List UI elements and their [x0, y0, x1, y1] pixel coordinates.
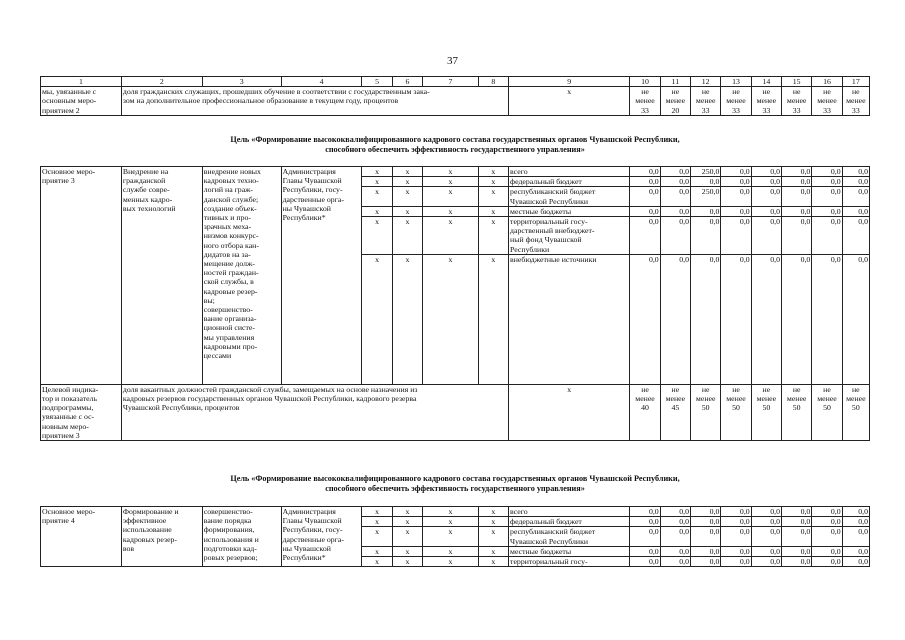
indicator-value: не менее 40	[630, 384, 660, 440]
x-mark: x	[478, 546, 508, 556]
amount: 0,0	[751, 177, 781, 187]
activity-name: Внедрение на гражданской службе совре- менных кадро- вых технологий	[121, 167, 202, 385]
x-mark: x	[478, 517, 508, 527]
amount: 0,0	[660, 557, 690, 567]
responsible-executor: Администрация Главы Чувашской Республики, госу- дарственные орга- ны Чувашской Республики*	[281, 167, 362, 385]
amount: 0,0	[691, 546, 721, 556]
amount: 0,0	[751, 254, 781, 384]
activity-label: Основное меро- приятие 4	[41, 507, 122, 567]
x-mark: x	[423, 206, 479, 216]
goal-line: Цель «Формирование высококвалифицированного кадрового состава государственных органов Чувашской Республики,	[230, 135, 680, 144]
col-number: 5	[362, 77, 392, 87]
col-number: 13	[721, 77, 751, 87]
x-mark: x	[478, 177, 508, 187]
col-number: 11	[660, 77, 690, 87]
amount: 0,0	[721, 507, 751, 517]
amount: 0,0	[721, 254, 751, 384]
indicator-value: не менее 33	[751, 87, 781, 116]
amount: 0,0	[660, 167, 690, 177]
x-mark: x	[392, 507, 422, 517]
funding-source: федеральный бюджет	[509, 177, 630, 187]
indicator-value: не менее 50	[812, 384, 842, 440]
col-number: 3	[202, 77, 281, 87]
funding-source: местные бюджеты	[509, 206, 630, 216]
amount: 0,0	[691, 217, 721, 255]
goal-heading	[40, 135, 870, 155]
funding-source: всего	[509, 167, 630, 177]
amount: 0,0	[842, 546, 869, 556]
x-mark: x	[478, 217, 508, 255]
amount: 0,0	[660, 546, 690, 556]
x-mark: x	[423, 167, 479, 177]
amount: 0,0	[660, 254, 690, 384]
activity-description: внедрение новых кадровых техно- логий на граж- данской службе; создание объек- тивных и про- зрачных меха- низмов конкурс- ного отбора кан- дидатов на за- мещение долж- ностей граждан- ской службы, в кадровые резер- вы; совершенство- вание организа- ционной систе- мы управления кадровыми про- цессами	[202, 167, 281, 385]
amount: 250,0	[691, 187, 721, 206]
x-mark: x	[423, 254, 479, 384]
indicator-value: не менее 33	[691, 87, 721, 116]
x-mark: x	[392, 177, 422, 187]
amount: 0,0	[721, 517, 751, 527]
col-number: 12	[691, 77, 721, 87]
amount: 0,0	[660, 507, 690, 517]
x-mark: x	[423, 517, 479, 527]
amount: 0,0	[812, 527, 842, 546]
funding-source: местные бюджеты	[509, 546, 630, 556]
amount: 0,0	[842, 177, 869, 187]
indicator-x: x	[509, 87, 630, 116]
amount: 250,0	[691, 167, 721, 177]
goal-line: Цель «Формирование высококвалифицированного кадрового состава государственных органов Чувашской Республики,	[230, 474, 680, 483]
x-mark: x	[362, 167, 392, 177]
goal-line: способного обеспечить эффективность государственного управления»	[325, 484, 585, 493]
amount: 0,0	[630, 546, 660, 556]
amount: 0,0	[812, 187, 842, 206]
amount: 0,0	[751, 517, 781, 527]
x-mark: x	[478, 187, 508, 206]
funding-source: территориальный госу-	[509, 557, 630, 567]
x-mark: x	[423, 187, 479, 206]
amount: 0,0	[691, 557, 721, 567]
x-mark: x	[362, 177, 392, 187]
amount: 0,0	[782, 167, 812, 177]
indicator-label: мы, увязанные с основным меро- приятием 2	[41, 87, 122, 116]
amount: 0,0	[691, 507, 721, 517]
amount: 0,0	[751, 557, 781, 567]
x-mark: x	[423, 177, 479, 187]
amount: 0,0	[751, 546, 781, 556]
funding-source: всего	[509, 507, 630, 517]
indicator-value: не менее 33	[630, 87, 660, 116]
amount: 0,0	[660, 527, 690, 546]
x-mark: x	[362, 527, 392, 546]
x-mark: x	[478, 254, 508, 384]
col-number: 8	[478, 77, 508, 87]
table-activity-3	[40, 166, 870, 441]
amount: 0,0	[842, 527, 869, 546]
column-number-row	[41, 77, 870, 87]
amount: 0,0	[721, 206, 751, 216]
amount: 0,0	[721, 187, 751, 206]
amount: 0,0	[721, 527, 751, 546]
amount: 0,0	[751, 167, 781, 177]
col-number: 14	[751, 77, 781, 87]
amount: 0,0	[842, 254, 869, 384]
x-mark: x	[423, 527, 479, 546]
amount: 0,0	[630, 517, 660, 527]
amount: 0,0	[782, 507, 812, 517]
amount: 0,0	[691, 254, 721, 384]
amount: 0,0	[630, 557, 660, 567]
indicator-value: не менее 45	[660, 384, 690, 440]
x-mark: x	[362, 206, 392, 216]
amount: 0,0	[812, 206, 842, 216]
indicator-value: не менее 50	[691, 384, 721, 440]
amount: 0,0	[782, 177, 812, 187]
col-number: 1	[41, 77, 122, 87]
amount: 0,0	[751, 217, 781, 255]
x-mark: x	[362, 254, 392, 384]
amount: 0,0	[751, 206, 781, 216]
amount: 0,0	[842, 217, 869, 255]
indicator-x: x	[509, 384, 630, 440]
amount: 0,0	[630, 206, 660, 216]
amount: 0,0	[812, 254, 842, 384]
amount: 0,0	[660, 517, 690, 527]
goal-heading	[40, 474, 870, 494]
funding-source: федеральный бюджет	[509, 517, 630, 527]
x-mark: x	[423, 546, 479, 556]
x-mark: x	[362, 557, 392, 567]
x-mark: x	[362, 507, 392, 517]
amount: 0,0	[782, 206, 812, 216]
col-number: 17	[842, 77, 869, 87]
amount: 0,0	[842, 557, 869, 567]
x-mark: x	[392, 206, 422, 216]
finance-row	[41, 167, 870, 177]
amount: 0,0	[721, 167, 751, 177]
indicator-value: не менее 33	[812, 87, 842, 116]
amount: 0,0	[842, 167, 869, 177]
indicator-row	[41, 87, 870, 116]
col-number: 9	[509, 77, 630, 87]
amount: 0,0	[660, 217, 690, 255]
activity-description: совершенство- вание порядка формирования, использования и подготовки кад- ровых резервов;	[202, 507, 281, 567]
indicator-value: не менее 50	[751, 384, 781, 440]
x-mark: x	[392, 217, 422, 255]
x-mark: x	[362, 546, 392, 556]
indicator-text: доля гражданских служащих, прошедших обучение в соответствии с государственным зака- зом на дополнительное профессиональное образование в текущем году, процентов	[121, 87, 508, 116]
amount: 0,0	[842, 206, 869, 216]
funding-source: республиканский бюджет Чувашской Республики	[509, 527, 630, 546]
x-mark: x	[423, 217, 479, 255]
amount: 0,0	[691, 206, 721, 216]
x-mark: x	[362, 517, 392, 527]
amount: 0,0	[812, 546, 842, 556]
x-mark: x	[478, 507, 508, 517]
amount: 0,0	[691, 177, 721, 187]
amount: 0,0	[630, 217, 660, 255]
funding-source: внебюджетные источники	[509, 254, 630, 384]
amount: 0,0	[782, 517, 812, 527]
x-mark: x	[423, 557, 479, 567]
indicator-label: Целевой индика- тор и показатель подпрограммы, увязанные с ос- новным меро- приятием 3	[41, 384, 122, 440]
funding-source: территориальный госу- дарственный внебюджет- ный фонд Чувашской Республики	[509, 217, 630, 255]
table-header-block	[40, 76, 870, 116]
amount: 0,0	[842, 507, 869, 517]
x-mark: x	[362, 217, 392, 255]
x-mark: x	[392, 517, 422, 527]
col-number: 10	[630, 77, 660, 87]
amount: 0,0	[782, 187, 812, 206]
col-number: 15	[782, 77, 812, 87]
amount: 0,0	[782, 254, 812, 384]
amount: 0,0	[691, 517, 721, 527]
x-mark: x	[392, 254, 422, 384]
finance-row	[41, 507, 870, 517]
indicator-row	[41, 384, 870, 440]
amount: 0,0	[660, 187, 690, 206]
amount: 0,0	[660, 177, 690, 187]
amount: 0,0	[751, 187, 781, 206]
indicator-text: доля вакантных должностей гражданской службы, замещаемых на основе назначения из кадровых резервов государственных органов Чувашской Республики, кадрового резерва Чувашской Республики, процентов	[121, 384, 508, 440]
x-mark: x	[362, 187, 392, 206]
amount: 0,0	[782, 557, 812, 567]
activity-label: Основное меро- приятие 3	[41, 167, 122, 385]
amount: 0,0	[721, 177, 751, 187]
amount: 0,0	[660, 206, 690, 216]
amount: 0,0	[721, 217, 751, 255]
indicator-value: не менее 50	[782, 384, 812, 440]
indicator-value: не менее 50	[842, 384, 869, 440]
indicator-value: не менее 50	[721, 384, 751, 440]
amount: 0,0	[812, 217, 842, 255]
x-mark: x	[478, 527, 508, 546]
amount: 0,0	[812, 557, 842, 567]
table-activity-4	[40, 506, 870, 567]
amount: 0,0	[630, 527, 660, 546]
amount: 0,0	[721, 546, 751, 556]
activity-name: Формирование и эффективное использование кадровых резер- вов	[121, 507, 202, 567]
indicator-value: не менее 33	[721, 87, 751, 116]
x-mark: x	[478, 206, 508, 216]
amount: 0,0	[842, 187, 869, 206]
x-mark: x	[392, 557, 422, 567]
col-number: 16	[812, 77, 842, 87]
funding-source: республиканский бюджет Чувашской Республики	[509, 187, 630, 206]
indicator-value: не менее 20	[660, 87, 690, 116]
page-number: 37	[447, 55, 458, 67]
responsible-executor: Администрация Главы Чувашской Республики, госу- дарственные орга- ны Чувашской Республики*	[281, 507, 362, 567]
x-mark: x	[478, 167, 508, 177]
x-mark: x	[392, 527, 422, 546]
amount: 0,0	[630, 187, 660, 206]
amount: 0,0	[812, 517, 842, 527]
x-mark: x	[392, 546, 422, 556]
amount: 0,0	[812, 167, 842, 177]
col-number: 4	[281, 77, 362, 87]
amount: 0,0	[630, 507, 660, 517]
amount: 0,0	[812, 177, 842, 187]
amount: 0,0	[630, 177, 660, 187]
amount: 0,0	[782, 527, 812, 546]
x-mark: x	[392, 187, 422, 206]
col-number: 6	[392, 77, 422, 87]
x-mark: x	[423, 507, 479, 517]
x-mark: x	[478, 557, 508, 567]
amount: 0,0	[751, 527, 781, 546]
amount: 0,0	[630, 167, 660, 177]
amount: 0,0	[782, 546, 812, 556]
amount: 0,0	[782, 217, 812, 255]
indicator-value: не менее 33	[842, 87, 869, 116]
amount: 0,0	[721, 557, 751, 567]
indicator-value: не менее 33	[782, 87, 812, 116]
goal-line: способного обеспечить эффективность государственного управления»	[325, 145, 585, 154]
amount: 0,0	[751, 507, 781, 517]
amount: 0,0	[691, 527, 721, 546]
col-number: 7	[423, 77, 479, 87]
x-mark: x	[392, 167, 422, 177]
col-number: 2	[121, 77, 202, 87]
amount: 0,0	[630, 254, 660, 384]
amount: 0,0	[812, 507, 842, 517]
amount: 0,0	[842, 517, 869, 527]
